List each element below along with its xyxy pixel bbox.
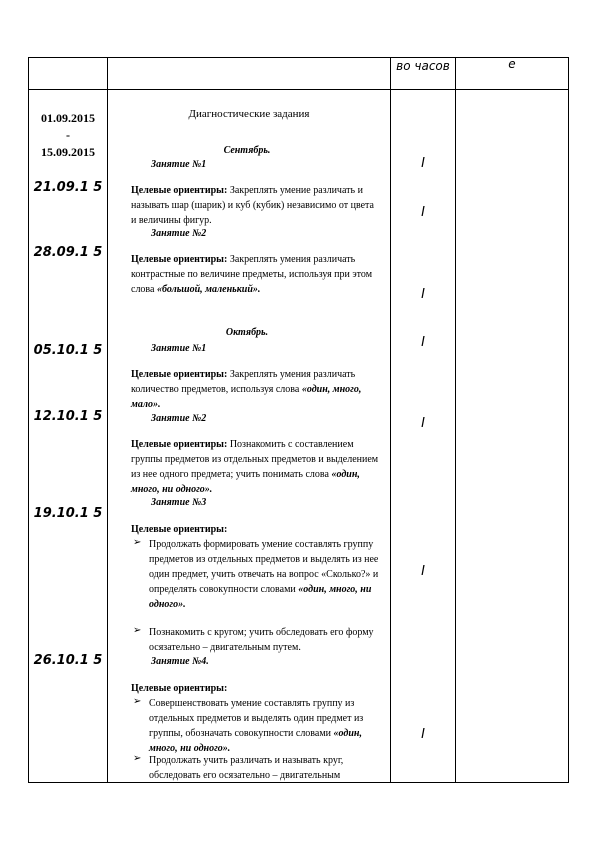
lesson-goals: Целевые ориентиры: Познакомить с составлением группы предметов из отдельных предметов и выделением из нее одного предмета; учить понимать слова «один, много, ни одного». [131, 439, 379, 495]
bullet-text: Совершенствовать умение составлять группу из отдельных предметов и выделять один предмет из группы, обозначать совокупности словами «один, много, ни одного». [149, 698, 364, 754]
col-divider-3 [455, 57, 456, 783]
table-right-border [568, 57, 569, 783]
bullet-arrow-icon: ➢ [133, 625, 142, 636]
header-bottom-border [28, 89, 569, 90]
lesson-goals: Целевые ориентиры: Закреплять умение различать и называть шар (шарик) и куб (кубик) независимо от цвета и величины фигур. [131, 185, 374, 226]
hours-value: I [421, 416, 425, 431]
header-col4-label: е [508, 57, 516, 71]
lesson-goals-heading: Целевые ориентиры: [131, 524, 228, 535]
lesson-goals: Целевые ориентиры: Закреплять умения различать количество предметов, используя слова «один, много, мало». [131, 369, 362, 410]
bullet-arrow-icon: ➢ [133, 753, 142, 764]
lesson-title: Занятие №2 [151, 228, 207, 239]
hours-value: I [421, 564, 425, 579]
hours-value: I [421, 156, 425, 171]
lesson-title: Занятие №4. [151, 656, 209, 667]
hours-value: I [421, 335, 425, 350]
lesson-title: Занятие №1 [151, 343, 207, 354]
date-28-09: 28.09.1 5 [33, 245, 103, 260]
bullet-arrow-icon: ➢ [133, 537, 142, 548]
table-bottom-border [28, 782, 569, 783]
hours-value: I [421, 727, 425, 742]
date-start: 01.09.2015 [41, 111, 95, 125]
lesson-title: Занятие №2 [151, 413, 207, 424]
hours-value: I [421, 205, 425, 220]
lesson-title: Занятие №1 [151, 159, 207, 170]
bullet-text: Продолжать формировать умение составлять группу предметов из отдельных предметов и выделять из нее один предмет, учить отвечать на вопрос «Сколько?» и определять совокупности словами «один, много, ни одного». [149, 539, 379, 610]
month-october: Октябрь. [225, 327, 269, 338]
date-05-10: 05.10.1 5 [33, 343, 103, 358]
date-12-10: 12.10.1 5 [33, 409, 103, 424]
date-21-09: 21.09.1 5 [33, 180, 103, 195]
date-dash: - [66, 128, 70, 142]
lesson-title: Занятие №3 [151, 497, 207, 508]
diagnostic-title: Диагностические задания [188, 108, 310, 120]
bullet-text: Продолжать учить различать и называть круг, обследовать его осязательно – двигательным [149, 755, 344, 781]
date-end: 15.09.2015 [41, 145, 95, 159]
bullet-text: Познакомить с кругом; учить обследовать его форму осязательно – двигательным путем. [149, 627, 374, 653]
hours-value: I [421, 287, 425, 302]
bullet-arrow-icon: ➢ [133, 696, 142, 707]
col-divider-2 [390, 57, 391, 783]
lesson-goals-heading: Целевые ориентиры: [131, 683, 228, 694]
date-19-10: 19.10.1 5 [33, 506, 103, 521]
month-september: Сентябрь. [223, 145, 271, 156]
lesson-goals: Целевые ориентиры: Закреплять умения различать контрастные по величине предметы, используя при этом слова «большой, маленький». [131, 254, 373, 295]
date-26-10: 26.10.1 5 [33, 653, 103, 668]
header-hours-label: во часов [396, 59, 450, 73]
